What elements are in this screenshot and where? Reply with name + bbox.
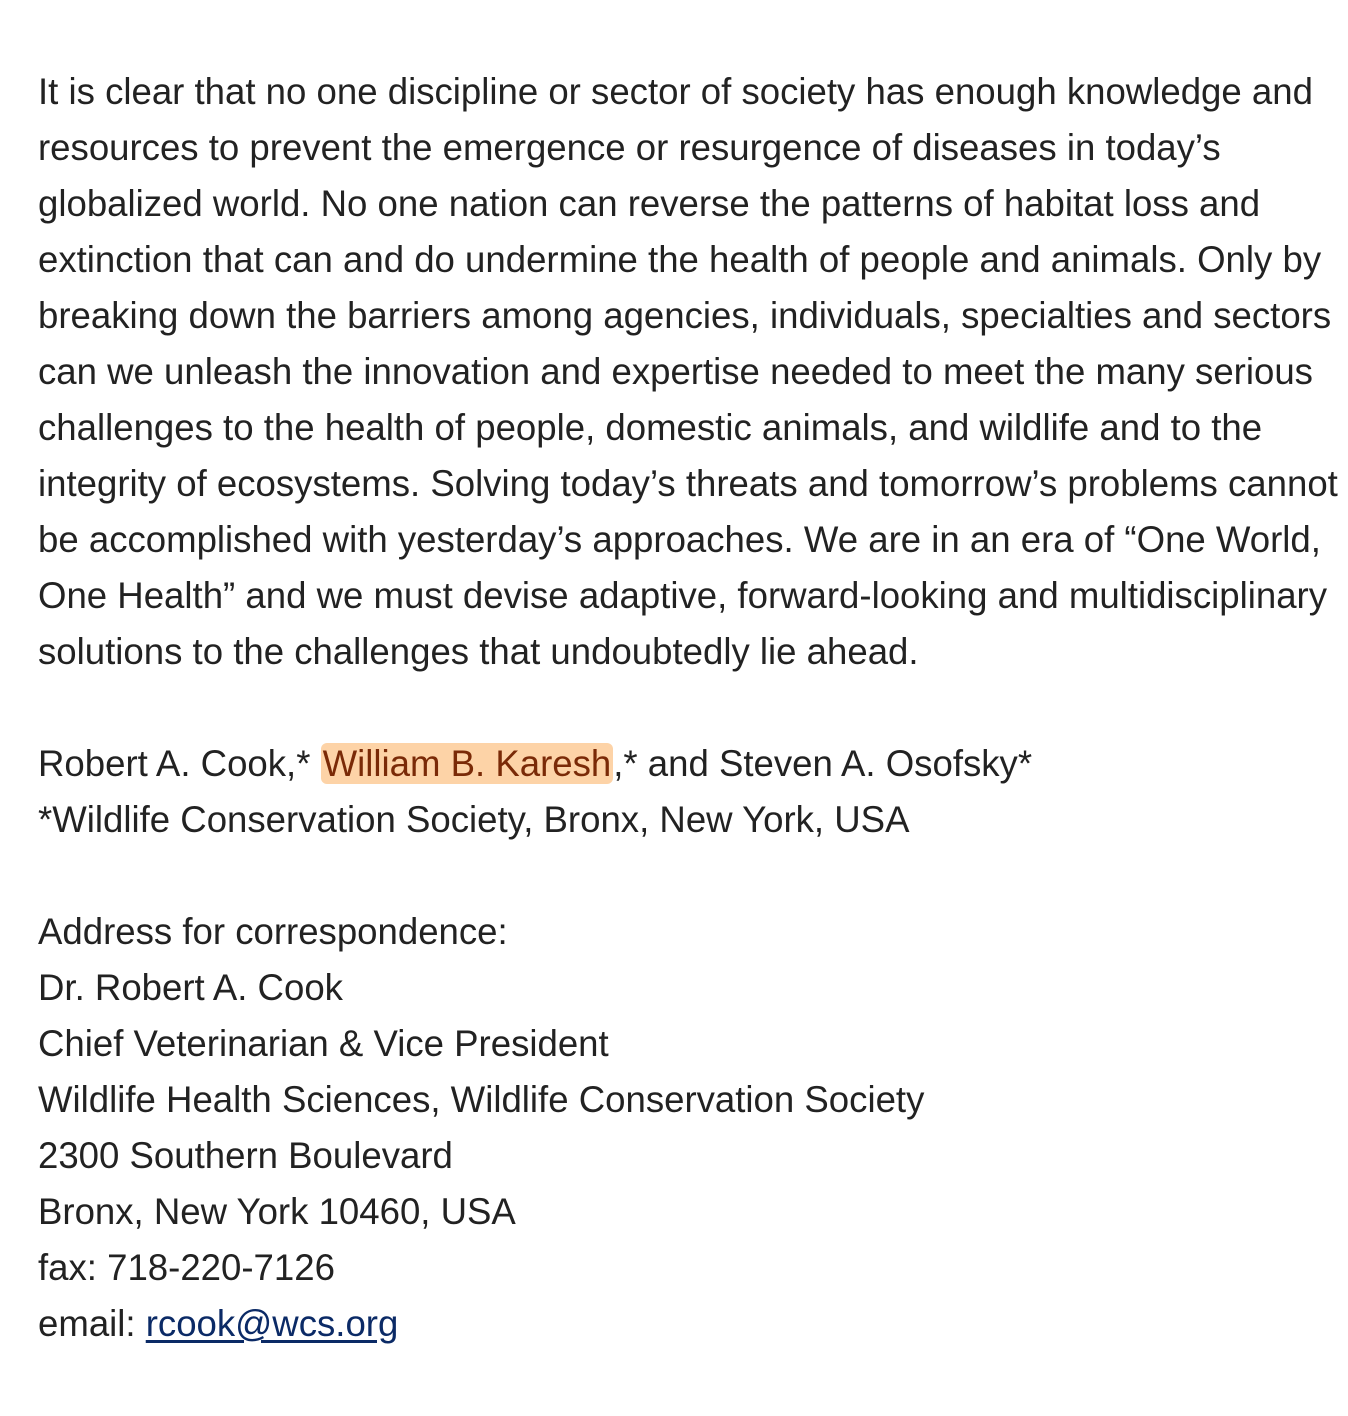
author-first: Robert A. Cook,* xyxy=(38,743,321,784)
correspondence-block xyxy=(38,904,1338,1352)
correspondence-fax: fax: 718-220-7126 xyxy=(38,1247,335,1288)
correspondence-city: Bronx, New York 10460, USA xyxy=(38,1191,516,1232)
affiliation-line: *Wildlife Conservation Society, Bronx, New York, USA xyxy=(38,799,910,840)
author-rest: ,* and Steven A. Osofsky* xyxy=(613,743,1033,784)
correspondence-name: Dr. Robert A. Cook xyxy=(38,967,343,1008)
authors-block xyxy=(38,736,1338,848)
correspondence-title: Chief Veterinarian & Vice President xyxy=(38,1023,609,1064)
document-body xyxy=(38,64,1338,1352)
highlighted-author[interactable]: William B. Karesh xyxy=(322,743,612,784)
correspondence-street: 2300 Southern Boulevard xyxy=(38,1135,453,1176)
author-line xyxy=(38,736,1338,792)
email-label: email: xyxy=(38,1303,146,1344)
correspondence-email-line xyxy=(38,1296,1338,1352)
body-paragraph: It is clear that no one discipline or sector of society has enough knowledge and resources to prevent the emergence or resurgence of diseases in today’s globalized world. No one nation can reverse the patterns of habitat loss and extinction that can and do undermine the health of people and animals. Only by breaking down the barriers among agencies, individuals, specialties and sectors can we unleash the innovation and expertise needed to meet the many serious challenges to the health of people, domestic animals, and wildlife and to the integrity of ecosystems. Solving today’s threats and tomorrow’s problems cannot be accomplished with yesterday’s approaches. We are in an era of “One World, One Health” and we must devise adaptive, forward-looking and multidisciplinary solutions to the challenges that undoubtedly lie ahead. xyxy=(38,71,1338,672)
correspondence-department: Wildlife Health Sciences, Wildlife Conservation Society xyxy=(38,1079,925,1120)
correspondence-heading: Address for correspondence: xyxy=(38,911,508,952)
email-link[interactable]: rcook@wcs.org xyxy=(145,1303,399,1344)
